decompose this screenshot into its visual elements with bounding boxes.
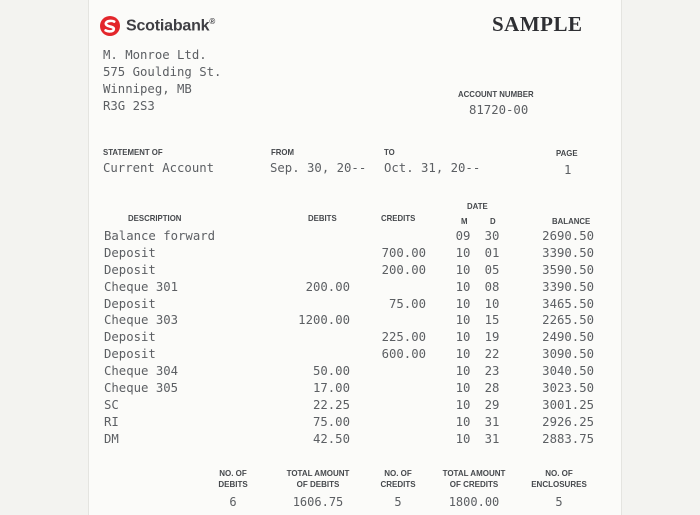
account-number-label: ACCOUNT NUMBER xyxy=(458,89,534,99)
balance-column xyxy=(522,228,594,448)
total-debits: 1606.75 xyxy=(292,495,344,509)
table-cell: 05 xyxy=(484,262,500,277)
table-cell: 200.00 xyxy=(305,279,350,294)
table-cell: 22 xyxy=(484,347,500,362)
table-cell xyxy=(280,228,350,245)
table-cell: Cheque 305 xyxy=(104,381,179,396)
bank-name: Scotiabank® xyxy=(126,16,216,35)
table-cell xyxy=(356,414,426,431)
table-cell: 3090.50 xyxy=(542,347,594,362)
description-column xyxy=(104,228,215,448)
address-line: 575 Goulding St. xyxy=(103,65,222,79)
table-cell: 75.00 xyxy=(388,296,426,311)
table-cell: 10 xyxy=(455,431,471,446)
to-date: Oct. 31, 20-- xyxy=(384,161,481,175)
table-cell xyxy=(280,262,350,279)
table-cell: Deposit xyxy=(104,262,156,277)
table-cell xyxy=(356,397,426,414)
table-cell xyxy=(356,228,426,245)
debits-column xyxy=(280,228,350,448)
table-cell: 2883.75 xyxy=(542,431,594,446)
total-debits-label: TOTAL AMOUNT OF DEBITS xyxy=(286,469,350,489)
table-cell: 1200.00 xyxy=(298,313,350,328)
table-cell: 10 xyxy=(455,381,471,396)
table-cell: 01 xyxy=(484,245,500,260)
table-cell: 42.50 xyxy=(312,431,350,446)
table-cell: 08 xyxy=(484,279,500,294)
table-cell: Deposit xyxy=(104,296,156,311)
table-cell: Cheque 304 xyxy=(104,364,179,379)
table-cell xyxy=(356,431,426,448)
table-cell: Cheque 301 xyxy=(104,279,179,294)
table-cell: 10 xyxy=(455,313,471,328)
table-cell: 200.00 xyxy=(381,262,426,277)
table-cell: 23 xyxy=(484,364,500,379)
address-line: R3G 2S3 xyxy=(103,99,155,113)
scotiabank-s-icon xyxy=(100,16,120,36)
table-cell: 22.25 xyxy=(312,397,350,412)
bank-logo xyxy=(100,16,215,36)
month-column xyxy=(452,228,474,448)
table-cell: 09 xyxy=(455,229,471,243)
table-cell: Balance forward xyxy=(104,229,216,243)
total-credits: 1800.00 xyxy=(448,495,500,509)
day-header: D xyxy=(490,216,496,226)
date-header: DATE xyxy=(467,201,488,211)
num-debits-label: NO. OF DEBITS xyxy=(218,469,248,489)
table-cell: 75.00 xyxy=(312,414,350,429)
sample-watermark: SAMPLE xyxy=(492,12,583,36)
table-cell: 10 xyxy=(455,296,471,311)
table-cell: 10 xyxy=(455,414,471,429)
table-cell xyxy=(356,279,426,296)
table-cell: 2265.50 xyxy=(542,313,594,328)
address-line: Winnipeg, MB xyxy=(103,82,192,96)
table-cell: 29 xyxy=(484,397,500,412)
table-cell: Deposit xyxy=(104,330,156,345)
account-number: 81720-00 xyxy=(469,103,529,117)
table-cell xyxy=(280,346,350,363)
credits-header: CREDITS xyxy=(381,213,416,223)
debits-header: DEBITS xyxy=(308,213,337,223)
table-cell: DM xyxy=(104,431,119,446)
table-cell: 2490.50 xyxy=(542,330,594,345)
table-cell: 700.00 xyxy=(381,245,426,260)
table-cell: 28 xyxy=(484,381,500,396)
table-cell: 15 xyxy=(484,313,500,328)
table-cell: 10 xyxy=(455,330,471,345)
to-label: TO xyxy=(384,147,395,157)
credits-column xyxy=(356,228,426,448)
table-cell: 2926.25 xyxy=(542,414,594,429)
num-credits-label: NO. OF CREDITS xyxy=(380,469,416,489)
month-header: M xyxy=(461,216,468,226)
table-cell: 50.00 xyxy=(312,364,350,379)
table-cell: 225.00 xyxy=(381,330,426,345)
table-cell xyxy=(356,363,426,380)
table-cell: 10 xyxy=(455,397,471,412)
table-cell: 2690.50 xyxy=(542,229,594,243)
table-cell: 10 xyxy=(455,347,471,362)
balance-header: BALANCE xyxy=(552,216,591,226)
table-cell: Cheque 303 xyxy=(104,313,179,328)
table-cell: RI xyxy=(104,414,119,429)
page-label: PAGE xyxy=(556,148,578,158)
from-label: FROM xyxy=(271,147,295,157)
table-cell: 30 xyxy=(484,229,500,243)
day-column xyxy=(481,228,503,448)
table-cell: SC xyxy=(104,397,119,412)
table-cell xyxy=(356,380,426,397)
table-cell: 17.00 xyxy=(312,381,350,396)
table-cell: 3040.50 xyxy=(542,364,594,379)
table-cell: 10 xyxy=(484,296,500,311)
table-cell: 31 xyxy=(484,414,500,429)
table-cell xyxy=(356,312,426,329)
enclosures: 5 xyxy=(555,495,563,509)
table-cell: 600.00 xyxy=(381,347,426,362)
table-cell: 3390.50 xyxy=(542,245,594,260)
description-header: DESCRIPTION xyxy=(128,213,182,223)
from-date: Sep. 30, 20-- xyxy=(270,161,367,175)
table-cell: 31 xyxy=(484,431,500,446)
table-cell: 19 xyxy=(484,330,500,345)
table-cell xyxy=(280,329,350,346)
page-number: 1 xyxy=(564,163,572,177)
enclosures-label: NO. OF ENCLOSURES xyxy=(531,469,587,489)
table-cell: 10 xyxy=(455,245,471,260)
num-debits: 6 xyxy=(229,495,237,509)
address-line: M. Monroe Ltd. xyxy=(103,48,207,62)
table-cell: 10 xyxy=(455,279,471,294)
total-credits-label: TOTAL AMOUNT OF CREDITS xyxy=(442,469,506,489)
table-cell: 3465.50 xyxy=(542,296,594,311)
statement-type: Current Account xyxy=(103,161,215,175)
table-cell: 3390.50 xyxy=(542,279,594,294)
table-cell: Deposit xyxy=(104,347,156,362)
table-cell: 3023.50 xyxy=(542,381,594,396)
table-cell: Deposit xyxy=(104,245,156,260)
table-cell xyxy=(280,245,350,262)
table-cell: 3001.25 xyxy=(542,397,594,412)
customer-address xyxy=(103,47,221,115)
statement-of-label: STATEMENT OF xyxy=(103,147,163,157)
table-cell: 10 xyxy=(455,364,471,379)
table-cell: 10 xyxy=(455,262,471,277)
num-credits: 5 xyxy=(394,495,402,509)
table-cell xyxy=(280,296,350,313)
table-cell: 3590.50 xyxy=(542,262,594,277)
